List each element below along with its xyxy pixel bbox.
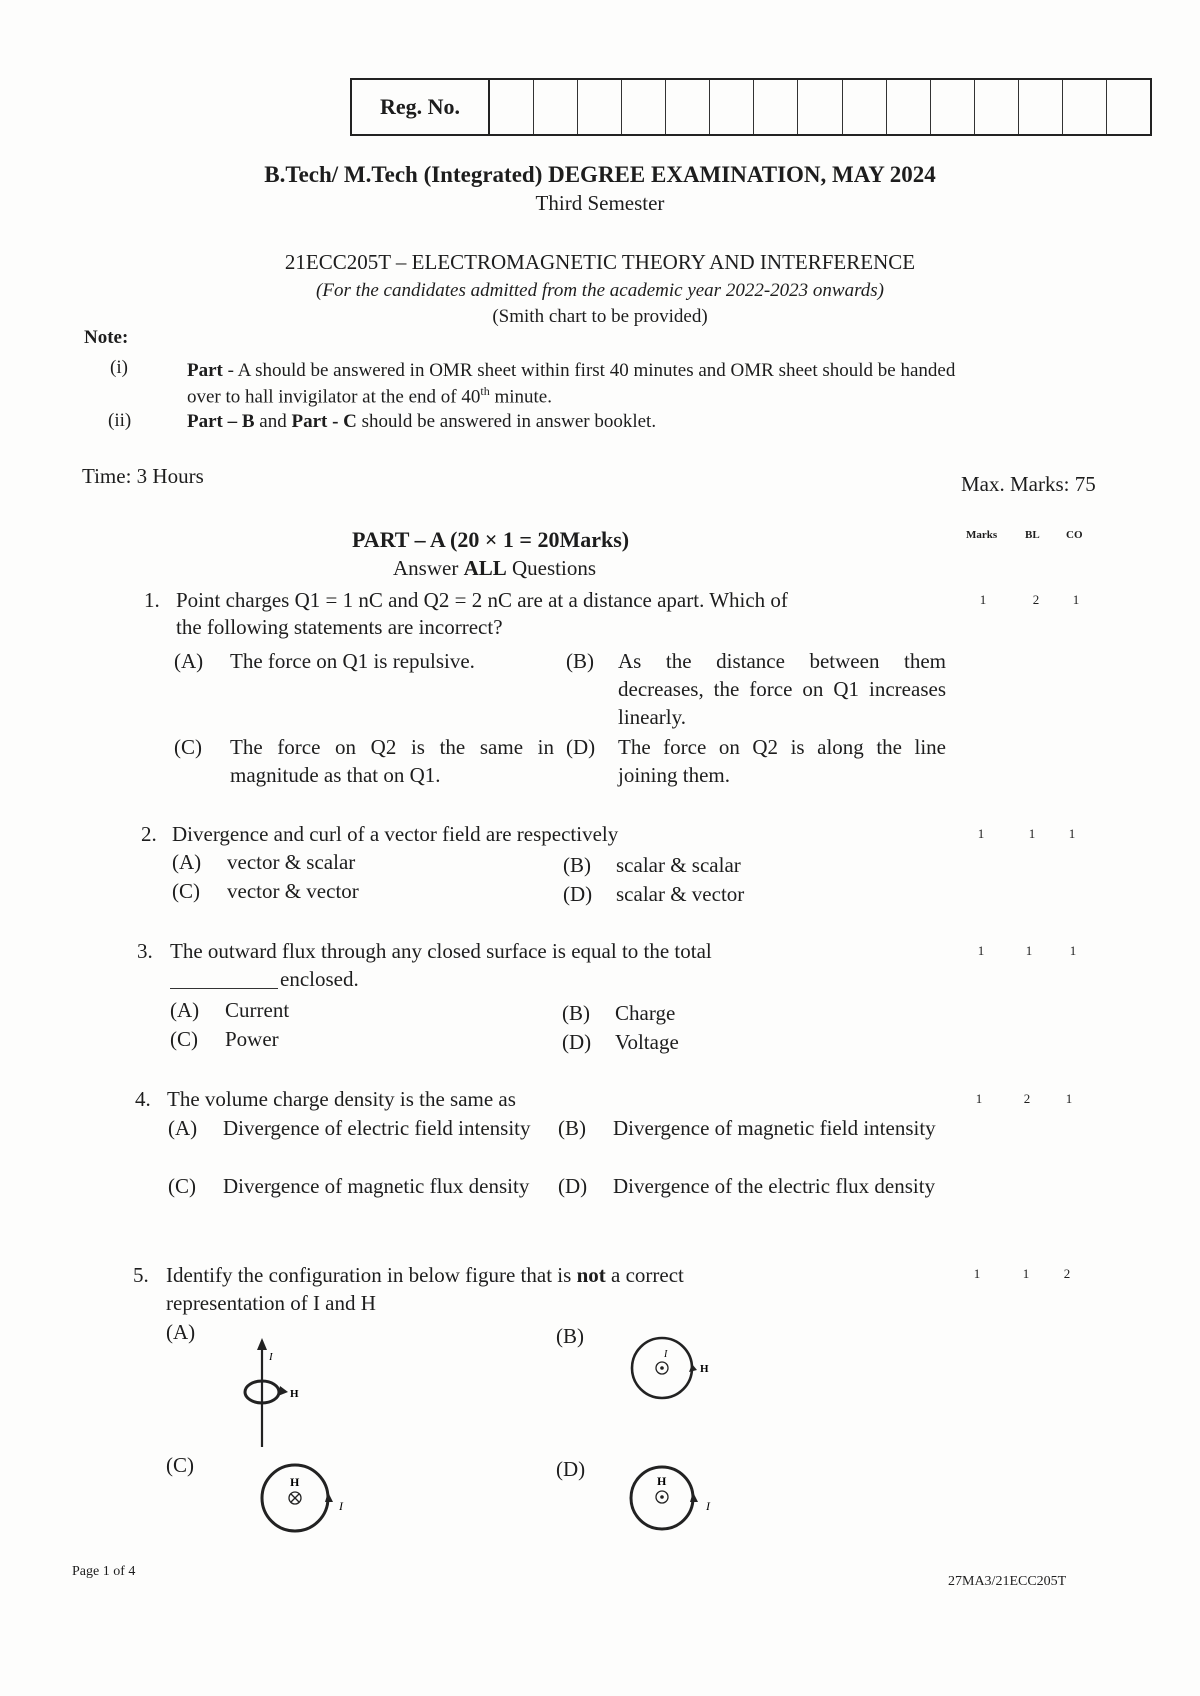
question-text: The volume charge density is the same as: [167, 1087, 516, 1111]
reg-no-cell: [975, 80, 1019, 134]
note-heading: Note:: [84, 327, 129, 348]
question-text-cont: enclosed.: [280, 967, 359, 991]
option-b: Divergence of magnetic field intensity: [613, 1116, 936, 1140]
option-d: scalar & vector: [616, 882, 745, 906]
note-num: (ii): [108, 410, 132, 431]
bl-value: 2: [1023, 1091, 1031, 1106]
option-c: Divergence of magnetic flux density: [223, 1174, 530, 1198]
option-b: As the distance between them decreases, the force on Q1 increases linearly.: [618, 649, 946, 729]
reg-no-cell: [490, 80, 534, 134]
option-letter: (A): [168, 1116, 198, 1140]
option-letter: (B): [563, 853, 591, 877]
note-2-bold-1: Part – B: [187, 411, 255, 432]
option-letter: (B): [558, 1116, 586, 1140]
answer-all-bold: ALL: [463, 556, 507, 580]
option-letter: (D): [562, 1030, 592, 1054]
reg-no-label: Reg. No.: [352, 80, 490, 134]
option-a: vector & scalar: [227, 850, 356, 874]
reg-no-cell: [931, 80, 975, 134]
reg-no-cell: [534, 80, 578, 134]
option-letter: (A): [170, 998, 200, 1022]
course-title: 21ECC205T – ELECTROMAGNETIC THEORY AND INTERFERENCE: [284, 250, 916, 274]
option-letter: (D): [558, 1174, 588, 1198]
note-1-bold: Part: [187, 360, 223, 381]
option-letter: (A): [166, 1320, 196, 1344]
time-label: Time: 3 Hours: [82, 464, 204, 488]
note-2: [187, 411, 656, 433]
semester: Third Semester: [535, 191, 665, 215]
bl-value: 2: [1032, 592, 1040, 607]
question-number: 4.: [135, 1087, 151, 1111]
marks-value: 1: [977, 826, 985, 841]
exam-title: B.Tech/ M.Tech (Integrated) DEGREE EXAMINATION, MAY 2024: [264, 162, 936, 187]
question-number: 5.: [133, 1263, 149, 1287]
option-c: The force on Q2 is the same in magnitude as that on Q1.: [230, 735, 554, 787]
note-1-sup: th: [480, 384, 490, 398]
fig-b-i-label: I: [664, 1349, 668, 1360]
option-d: Divergence of the electric flux density: [613, 1174, 936, 1198]
reg-no-cell: [798, 80, 842, 134]
reg-no-cell: [754, 80, 798, 134]
fill-blank: [170, 988, 278, 989]
answer-all-pre: Answer: [393, 556, 464, 580]
reg-no-cell: [1107, 80, 1150, 134]
option-letter: (B): [556, 1324, 584, 1348]
note-2-bold-2: Part - C: [291, 411, 357, 432]
option-a: Divergence of electric field intensity: [223, 1116, 531, 1140]
note-2-text-2: should be answered in answer booklet.: [356, 411, 657, 432]
reg-no-box: [350, 78, 1152, 136]
reg-no-cell: [1019, 80, 1063, 134]
option-letter: (B): [562, 1001, 590, 1025]
marks-value: 1: [979, 592, 987, 607]
question-number: 2.: [141, 822, 157, 846]
question-text-cont: the following statements are incorrect?: [176, 615, 503, 639]
option-c: vector & vector: [227, 879, 359, 903]
question-text: Divergence and curl of a vector field are respectively: [172, 822, 619, 846]
marks-value: 1: [973, 1266, 981, 1281]
option-b: Charge: [615, 1001, 676, 1025]
option-letter: (B): [566, 649, 594, 673]
q5-text-a: Identify the configuration in below figure that is: [166, 1263, 577, 1287]
note-1-text-2: over to hall invigilator at the end of 40: [187, 386, 481, 408]
co-value: 1: [1069, 943, 1077, 958]
bl-value: 1: [1022, 1266, 1030, 1281]
reg-no-cell: [1063, 80, 1107, 134]
question-text: Point charges Q1 = 1 nC and Q2 = 2 nC are at a distance apart. Which of: [176, 588, 788, 612]
figure-a-wire-loop: [230, 1330, 310, 1450]
option-letter: (D): [556, 1457, 586, 1481]
question-number: 1.: [144, 588, 160, 612]
option-d: Voltage: [615, 1030, 679, 1054]
part-a-title: PART – A (20 × 1 = 20Marks): [352, 527, 630, 552]
paper-code: 27MA3/21ECC205T: [948, 1574, 1067, 1589]
note-1-text-3: minute.: [489, 386, 552, 408]
col-header-bl: BL: [1025, 529, 1040, 541]
q5-text-bold: not: [576, 1263, 606, 1287]
option-d: The force on Q2 is along the line joining them.: [618, 735, 946, 787]
option-letter: (C): [172, 879, 200, 903]
answer-all-instruction: [393, 556, 596, 581]
note-1-cont: [187, 384, 552, 408]
co-value: 2: [1063, 1266, 1071, 1281]
marks-value: 1: [977, 943, 985, 958]
co-value: 1: [1065, 1091, 1073, 1106]
col-header-marks: Marks: [966, 529, 998, 541]
fig-d-h-label: H: [657, 1474, 667, 1488]
reg-no-cell: [887, 80, 931, 134]
figure-c-circle: [255, 1452, 365, 1542]
marks-value: 1: [975, 1091, 983, 1106]
co-value: 1: [1068, 826, 1076, 841]
bl-value: 1: [1028, 826, 1036, 841]
fig-a-i-label: I: [269, 1351, 273, 1363]
option-b: scalar & scalar: [616, 853, 741, 877]
question-text: The outward flux through any closed surface is equal to the total: [170, 939, 712, 963]
option-a: The force on Q1 is repulsive.: [230, 649, 475, 673]
reg-no-cell: [666, 80, 710, 134]
option-letter: (A): [172, 850, 202, 874]
figure-d-circle: [620, 1452, 730, 1542]
smith-chart-note: (Smith chart to be provided): [492, 306, 708, 327]
note-1: [187, 360, 1137, 382]
fig-c-h-label: H: [290, 1475, 300, 1489]
question-text: [166, 1261, 684, 1289]
figure-b-circle: [620, 1330, 730, 1405]
option-a: Current: [225, 998, 290, 1022]
reg-no-cell: [578, 80, 622, 134]
fig-d-i-label: I: [706, 1499, 710, 1513]
admitted-note: (For the candidates admitted from the academic year 2022-2023 onwards): [316, 280, 884, 301]
col-header-co: CO: [1066, 529, 1083, 541]
note-1-text: - A should be answered in OMR sheet within first 40 minutes and OMR sheet should be handed: [222, 360, 956, 381]
q5-text-c: a correct: [605, 1263, 684, 1287]
option-letter: (C): [166, 1453, 194, 1477]
reg-no-cell: [710, 80, 754, 134]
reg-no-cell: [622, 80, 666, 134]
co-value: 1: [1072, 592, 1080, 607]
fig-a-h-label: H: [290, 1388, 299, 1400]
bl-value: 1: [1025, 943, 1033, 958]
option-c: Power: [225, 1027, 279, 1051]
option-letter: (C): [170, 1027, 198, 1051]
fig-b-h-label: H: [700, 1363, 709, 1375]
question-text-cont: representation of I and H: [166, 1291, 376, 1315]
max-marks-label: Max. Marks: 75: [961, 472, 1096, 496]
option-letter: (D): [566, 735, 596, 759]
answer-all-post: Questions: [506, 556, 597, 580]
option-letter: (C): [174, 735, 202, 759]
page-number: Page 1 of 4: [72, 1564, 136, 1579]
option-letter: (D): [563, 882, 593, 906]
note-num: (i): [110, 357, 128, 378]
fig-c-i-label: I: [339, 1499, 343, 1513]
option-letter: (C): [168, 1174, 196, 1198]
note-2-text-1: and: [254, 411, 292, 432]
question-number: 3.: [137, 939, 153, 963]
option-letter: (A): [174, 649, 204, 673]
reg-no-cell: [843, 80, 887, 134]
